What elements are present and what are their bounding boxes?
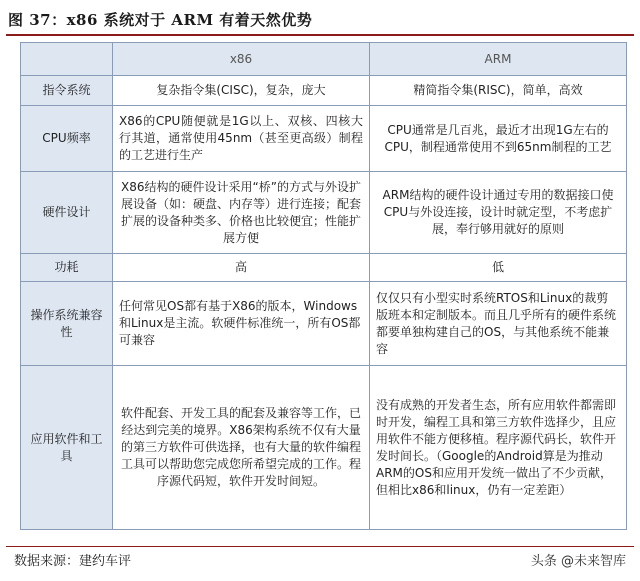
cell-x86-power: 高 bbox=[113, 254, 370, 282]
cell-x86-apps-tools: 软件配套、开发工具的配套及兼容等工作，已经达到完美的境界。X86架构系统不仅有大量的第三方软件可供选择，也有大量的软件编程工具可以帮助您完成您所希望完成的工作。程序源代码短，软件开发时间短。 bbox=[113, 366, 370, 530]
cell-arm-power: 低 bbox=[370, 254, 627, 282]
table-row bbox=[21, 366, 627, 530]
cell-arm-os-compat: 仅仅只有小型实时系统RTOS和Linux的裁剪版班本和定制版本。而且几乎所有的硬件系统都要单独构建自己的OS，与其他系统不能兼容 bbox=[370, 282, 627, 366]
row-label-apps-tools: 应用软件和工具 bbox=[21, 366, 113, 530]
cell-arm-cpu-frequency: CPU通常是几百兆，最近才出现1G左右的CPU，制程通常使用不到65nm制程的工艺 bbox=[370, 106, 627, 172]
row-label-power: 功耗 bbox=[21, 254, 113, 282]
cell-x86-os-compat: 任何常见OS都有基于X86的版本，Windows和Linux是主流。软硬件标准统一，所有OS都可兼容 bbox=[113, 282, 370, 366]
watermark: 头条 @未来智库 bbox=[531, 551, 626, 573]
cell-arm-apps-tools: 没有成熟的开发者生态，所有应用软件都需即时开发，编程工具和第三方软件选择少，且应用软件不能方便移植。程序源代码长，软件开发时间长。（Google的Android算是为推动ARM的OS和应用开发统一做出了不少贡献，但相比x86和linux，仍有一定差距） bbox=[370, 366, 627, 530]
header-row bbox=[21, 43, 627, 76]
table-row bbox=[21, 172, 627, 254]
comparison-table-container bbox=[20, 42, 626, 542]
header-arm: ARM bbox=[370, 43, 627, 76]
cell-x86-instruction-set: 复杂指令集(CISC)，复杂，庞大 bbox=[113, 76, 370, 106]
row-label-instruction-set: 指令系统 bbox=[21, 76, 113, 106]
row-label-hardware-design: 硬件设计 bbox=[21, 172, 113, 254]
header-x86: x86 bbox=[113, 43, 370, 76]
cell-x86-hardware-design: X86结构的硬件设计采用“桥”的方式与外设扩展设备（如：硬盘、内存等）进行连接；配套扩展的设备种类多、价格也比较便宜；性能扩展方便 bbox=[113, 172, 370, 254]
top-divider bbox=[6, 34, 634, 36]
table-row bbox=[21, 254, 627, 282]
cell-arm-hardware-design: ARM结构的硬件设计通过专用的数据接口使CPU与外设连接，设计时就定型，不考虑扩展，奉行够用就好的原则 bbox=[370, 172, 627, 254]
table-row bbox=[21, 282, 627, 366]
source-note: 数据来源：建约车评 bbox=[14, 554, 132, 569]
cell-x86-cpu-frequency: X86的CPU随便就是1G以上、双核、四核大行其道，通常使用45nm（甚至更高级）制程的工艺进行生产 bbox=[113, 106, 370, 172]
row-label-cpu-frequency: CPU频率 bbox=[21, 106, 113, 172]
row-label-os-compat: 操作系统兼容性 bbox=[21, 282, 113, 366]
bottom-divider bbox=[6, 546, 634, 547]
table-row bbox=[21, 76, 627, 106]
comparison-table bbox=[20, 42, 627, 530]
cell-arm-instruction-set: 精简指令集(RISC)，简单，高效 bbox=[370, 76, 627, 106]
figure-title: 图 37：x86 系统对于 ARM 有着天然优势 bbox=[8, 11, 313, 29]
header-blank bbox=[21, 43, 113, 76]
table-row bbox=[21, 106, 627, 172]
